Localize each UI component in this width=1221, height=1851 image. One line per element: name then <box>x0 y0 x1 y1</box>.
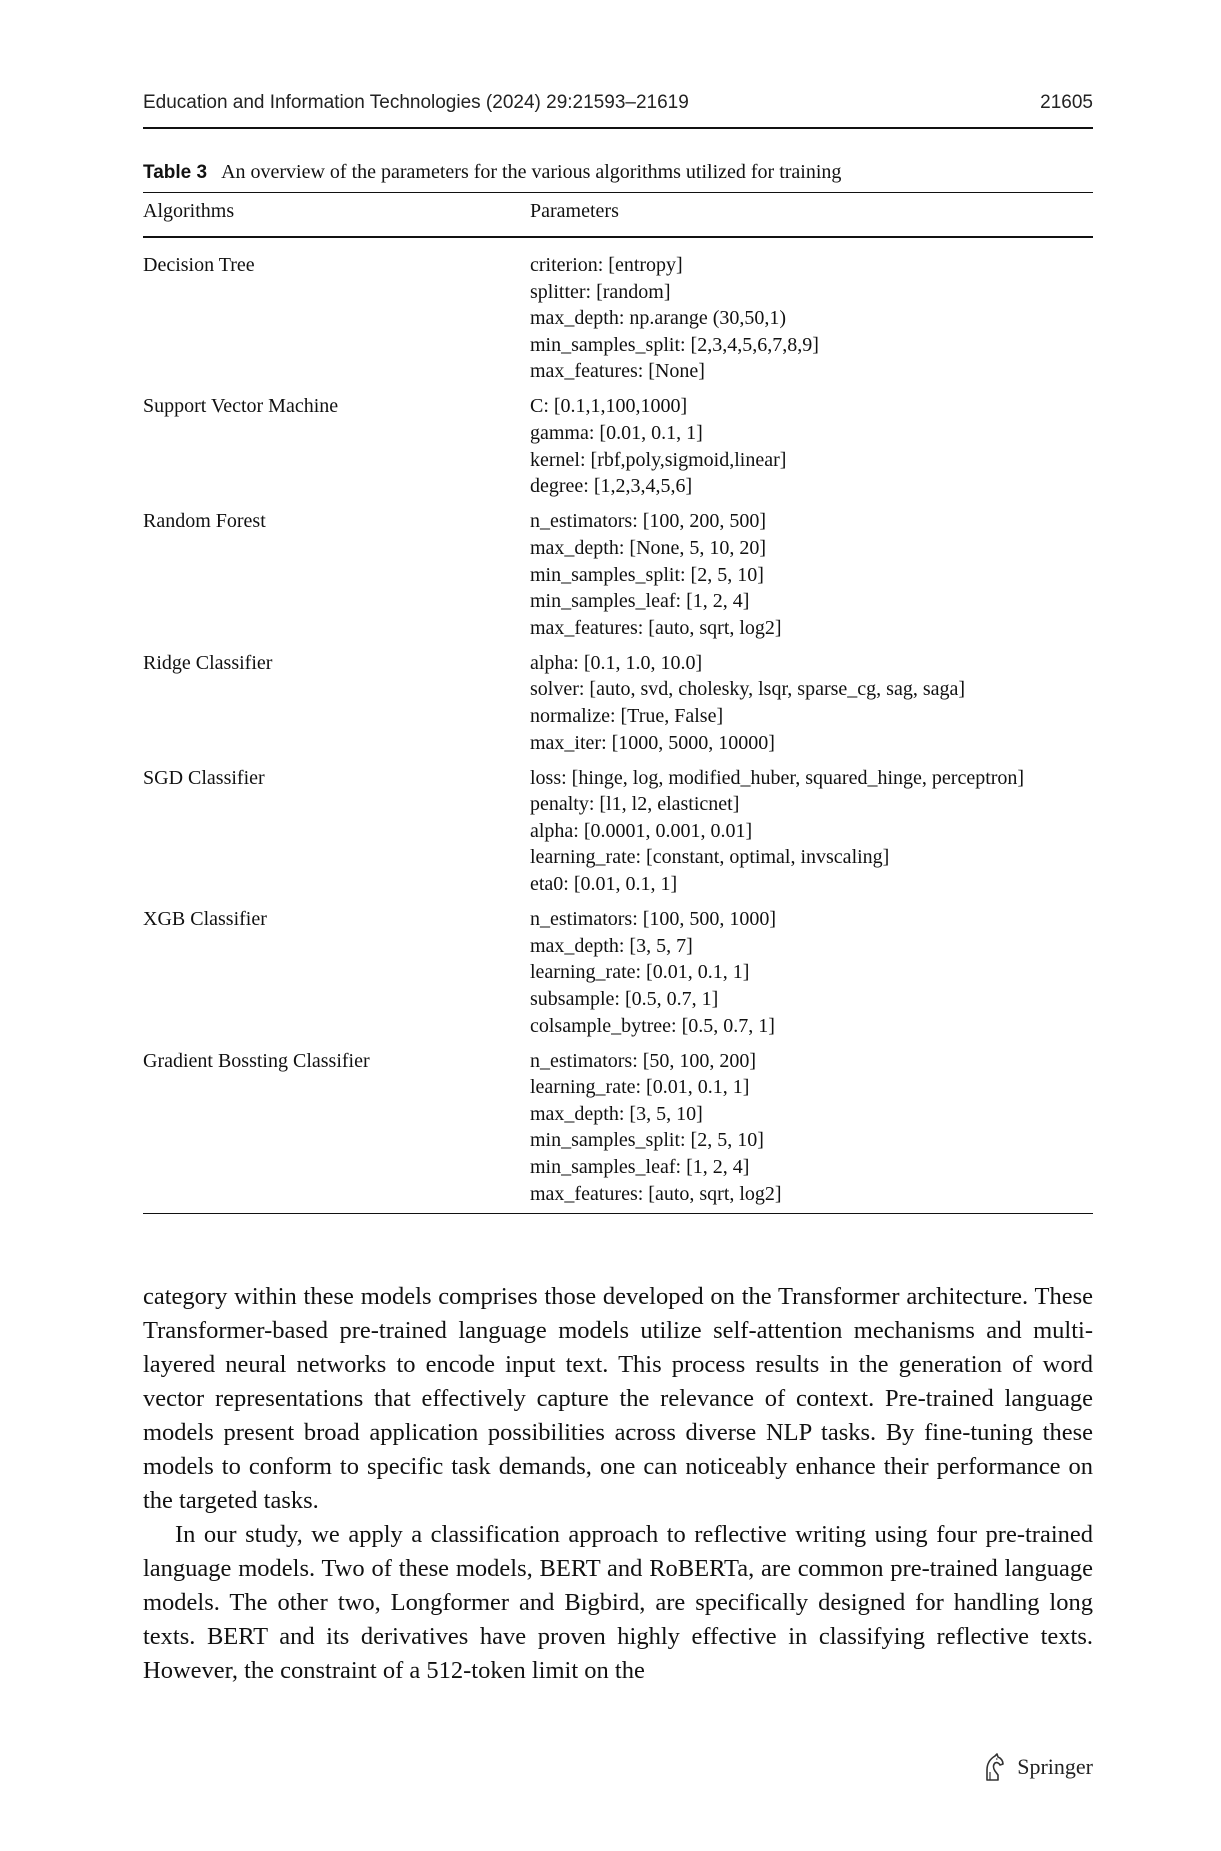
parameter-line: learning_rate: [0.01, 0.1, 1] <box>530 1076 750 1099</box>
parameter-line: max_features: [auto, sqrt, log2] <box>530 616 782 639</box>
algorithm-cell: Gradient Bossting Classifier <box>143 1049 370 1072</box>
table-top-rule <box>143 192 1093 193</box>
algorithm-cell: Random Forest <box>143 510 266 533</box>
journal-citation: Education and Information Technologies (2024) 29:21593–21619 <box>143 92 689 113</box>
table-row <box>143 252 1093 385</box>
parameter-line: degree: [1,2,3,4,5,6] <box>530 475 693 498</box>
parameter-line: max_features: [None] <box>530 360 705 383</box>
table-body <box>143 252 1093 1216</box>
table-caption-text: An overview of the parameters for the various algorithms utilized for training <box>221 161 842 183</box>
parameter-line: penalty: [l1, l2, elasticnet] <box>530 793 740 816</box>
parameter-line: alpha: [0.0001, 0.001, 0.01] <box>530 819 753 842</box>
table-header-rule <box>143 236 1093 238</box>
table-row <box>143 765 1093 898</box>
table-row <box>143 393 1093 499</box>
parameters-cell <box>530 393 1093 499</box>
table-row <box>143 650 1093 756</box>
parameters-cell <box>530 650 1093 756</box>
parameter-line: kernel: [rbf,poly,sigmoid,linear] <box>530 448 787 471</box>
parameter-line: eta0: [0.01, 0.1, 1] <box>530 873 678 896</box>
table-bottom-rule <box>143 1213 1093 1214</box>
parameter-line: gamma: [0.01, 0.1, 1] <box>530 422 703 445</box>
parameter-line: max_depth: [3, 5, 7] <box>530 934 693 957</box>
algorithm-cell: SGD Classifier <box>143 766 265 789</box>
parameter-line: normalize: [True, False] <box>530 705 724 727</box>
paragraph: In our study, we apply a classification approach to reflective writing using four pre-trained language models. Two of these models, BERT and RoBERTa, are common pre-trained language models. The other two, Longformer and Bigbird, are specifically designed for handling long texts. BERT and its derivatives have proven highly effective in classifying reflective texts. However, the constraint of a 512-token limit on the <box>143 1521 1093 1684</box>
parameter-line: n_estimators: [100, 500, 1000] <box>530 908 777 931</box>
publisher-footer <box>981 1752 1093 1782</box>
parameters-cell <box>530 252 1093 385</box>
algorithm-cell: XGB Classifier <box>143 908 267 931</box>
parameter-line: n_estimators: [50, 100, 200] <box>530 1049 757 1072</box>
table-row <box>143 508 1093 641</box>
parameters-cell <box>530 906 1093 1039</box>
table-caption <box>143 161 1093 184</box>
header-rule <box>143 127 1093 129</box>
parameter-line: max_depth: [None, 5, 10, 20] <box>530 536 767 559</box>
paper-page <box>143 0 1093 1851</box>
paragraph: category within these models comprises those developed on the Transformer architecture. These Transformer-based pre-trained language models utilize self-attention mechanisms and multi-layered neural networks to encode input text. This process results in the generation of word vector representations that effectively capture the relevance of context. Pre-trained language models present broad application possibilities across diverse NLP tasks. By fine-tuning these models to conform to specific task demands, one can noticeably enhance their performance on the targeted tasks. <box>143 1283 1093 1514</box>
parameter-line: max_depth: [3, 5, 10] <box>530 1102 703 1125</box>
parameters-cell <box>530 765 1093 898</box>
publisher-name: Springer <box>1017 1754 1093 1779</box>
parameter-line: C: [0.1,1,100,1000] <box>530 395 688 418</box>
parameter-line: loss: [hinge, log, modified_huber, squared_hinge, perceptron] <box>530 766 1025 789</box>
parameter-line: min_samples_split: [2, 5, 10] <box>530 1129 764 1152</box>
column-header-algorithms: Algorithms <box>143 200 235 222</box>
page-number: 21605 <box>1040 92 1093 113</box>
parameter-line: max_depth: np.arange (30,50,1) <box>530 307 787 330</box>
algorithm-cell: Support Vector Machine <box>143 395 339 418</box>
parameter-line: max_features: [auto, sqrt, log2] <box>530 1182 782 1205</box>
parameter-line: min_samples_leaf: [1, 2, 4] <box>530 590 750 613</box>
parameter-line: learning_rate: [0.01, 0.1, 1] <box>530 961 750 984</box>
parameters-cell <box>530 508 1093 641</box>
parameter-line: subsample: [0.5, 0.7, 1] <box>530 987 719 1010</box>
column-header-parameters: Parameters <box>530 200 619 222</box>
algorithm-cell: Decision Tree <box>143 254 255 276</box>
parameter-line: criterion: [entropy] <box>530 254 683 276</box>
running-header <box>143 92 1093 122</box>
parameter-line: solver: [auto, svd, cholesky, lsqr, sparse_cg, sag, saga] <box>530 678 966 701</box>
springer-horse-icon <box>981 1752 1007 1782</box>
table-row <box>143 1048 1093 1208</box>
parameter-line: learning_rate: [constant, optimal, invscaling] <box>530 846 890 869</box>
algorithm-cell: Ridge Classifier <box>143 651 273 674</box>
parameter-line: min_samples_leaf: [1, 2, 4] <box>530 1156 750 1178</box>
parameter-line: colsample_bytree: [0.5, 0.7, 1] <box>530 1014 775 1037</box>
body-text <box>143 1280 1093 1688</box>
table-row <box>143 906 1093 1039</box>
parameters-cell <box>530 1048 1093 1208</box>
parameter-line: max_iter: [1000, 5000, 10000] <box>530 731 775 754</box>
parameter-line: n_estimators: [100, 200, 500] <box>530 510 767 533</box>
table-label: Table 3 <box>143 162 208 183</box>
parameter-line: min_samples_split: [2,3,4,5,6,7,8,9] <box>530 333 819 356</box>
parameter-line: min_samples_split: [2, 5, 10] <box>530 563 764 586</box>
parameter-line: alpha: [0.1, 1.0, 10.0] <box>530 651 703 674</box>
parameter-line: splitter: [random] <box>530 280 671 303</box>
